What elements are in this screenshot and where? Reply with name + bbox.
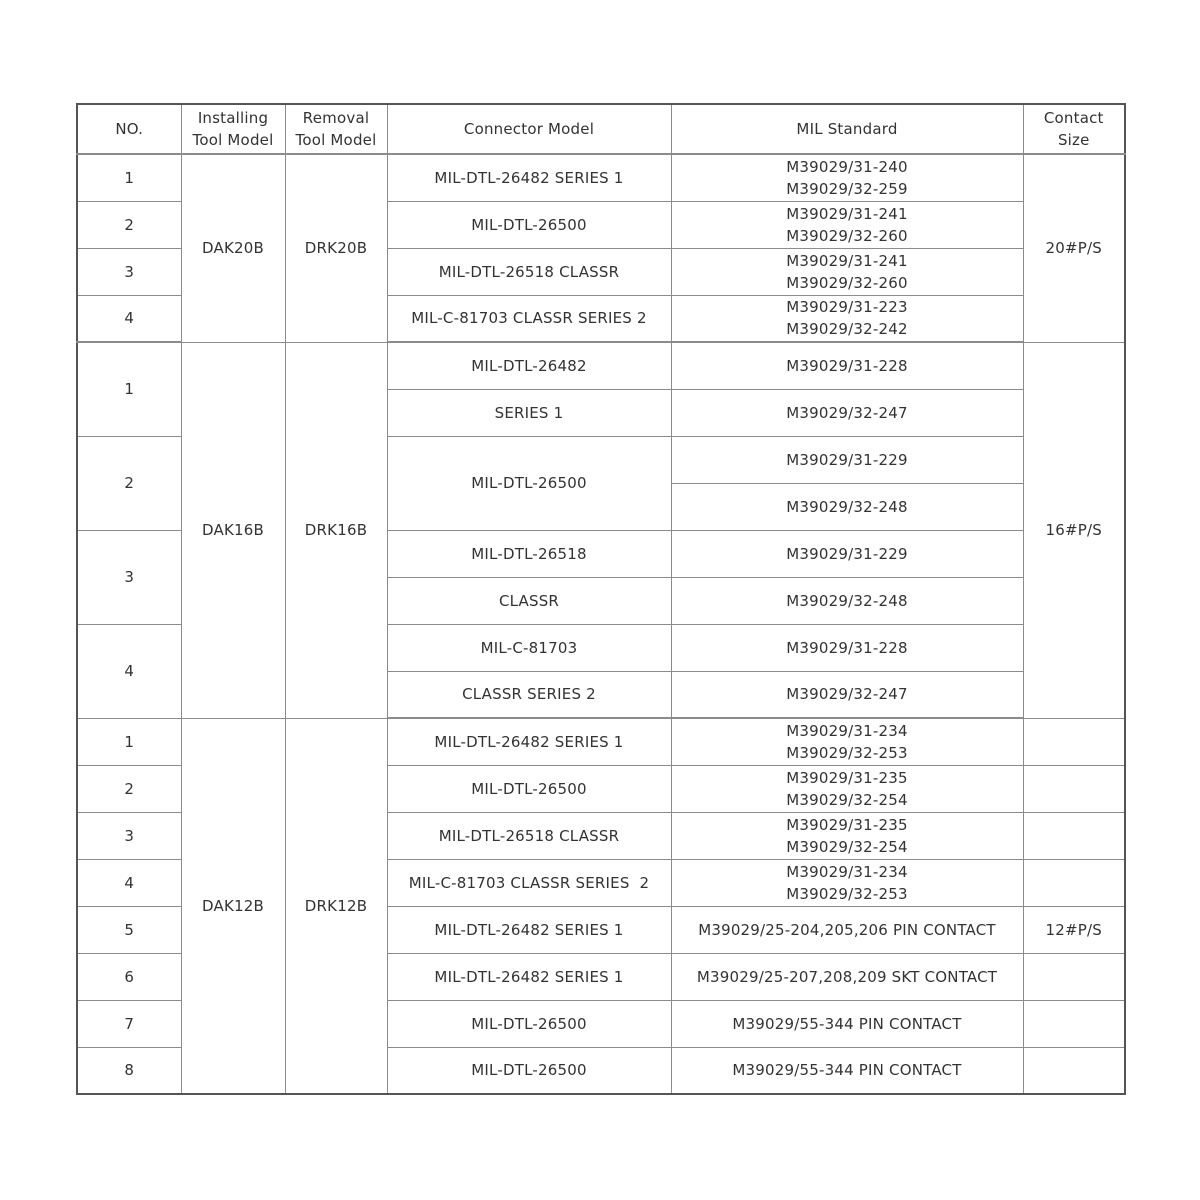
removal-tool-model: DRK16B <box>285 342 387 718</box>
mil-standard-line: M39029/32-242 <box>786 320 908 339</box>
connector-model: CLASSR SERIES 2 <box>387 671 671 718</box>
row-number: 4 <box>77 295 181 342</box>
mil-standard <box>671 812 1023 859</box>
connector-model: MIL-DTL-26482 SERIES 1 <box>387 718 671 765</box>
mil-standard-line: M39029/31-240 <box>786 157 908 176</box>
connector-model: MIL-DTL-26500 <box>387 201 671 248</box>
connector-model: MIL-DTL-26500 <box>387 1000 671 1047</box>
header-contact-line: Size <box>1057 131 1090 149</box>
header-installing-line: Tool Model <box>192 131 274 149</box>
row-number: 1 <box>77 718 181 765</box>
connector-model: SERIES 1 <box>387 389 671 436</box>
contact-size-empty <box>1023 1047 1125 1094</box>
mil-standard-line: M39029/31-235 <box>786 815 908 834</box>
contact-size-empty <box>1023 953 1125 1000</box>
mil-standard <box>671 765 1023 812</box>
mil-standard: M39029/55-344 PIN CONTACT <box>671 1000 1023 1047</box>
mil-standard <box>671 718 1023 765</box>
connector-model: MIL-DTL-26500 <box>387 1047 671 1094</box>
row-number: 6 <box>77 953 181 1000</box>
mil-standard-line: M39029/32-260 <box>786 273 908 292</box>
mil-standard <box>671 154 1023 201</box>
mil-standard-line: M39029/32-253 <box>786 884 908 903</box>
header-contact-size <box>1023 104 1125 154</box>
mil-standard: M39029/25-207,208,209 SKT CONTACT <box>671 953 1023 1000</box>
row-number: 2 <box>77 201 181 248</box>
header-connector-model: Connector Model <box>387 104 671 154</box>
connector-model: MIL-DTL-26482 <box>387 342 671 389</box>
header-removal-line: Tool Model <box>295 131 377 149</box>
connector-model: MIL-C-81703 <box>387 624 671 671</box>
row-number: 1 <box>77 154 181 201</box>
connector-model: MIL-C-81703 CLASSR SERIES 2 <box>387 295 671 342</box>
contact-size: 20#P/S <box>1023 154 1125 342</box>
row-number: 3 <box>77 530 181 624</box>
installing-tool-model: DAK16B <box>181 342 285 718</box>
mil-standard <box>671 295 1023 342</box>
mil-standard <box>671 859 1023 906</box>
tool-compatibility-table <box>76 103 1126 1095</box>
connector-model: MIL-DTL-26500 <box>387 436 671 530</box>
header-removal-tool <box>285 104 387 154</box>
header-installing-tool <box>181 104 285 154</box>
contact-size-empty <box>1023 1000 1125 1047</box>
table-row <box>77 154 1125 201</box>
row-number: 2 <box>77 765 181 812</box>
table-row <box>77 718 1125 765</box>
mil-standard: M39029/31-228 <box>671 624 1023 671</box>
contact-size-empty <box>1023 718 1125 765</box>
header-mil-standard: MIL Standard <box>671 104 1023 154</box>
mil-standard-line: M39029/31-234 <box>786 862 908 881</box>
row-number: 8 <box>77 1047 181 1094</box>
header-installing-line: Installing <box>197 109 269 127</box>
mil-standard: M39029/32-247 <box>671 389 1023 436</box>
connector-model: MIL-DTL-26482 SERIES 1 <box>387 953 671 1000</box>
connector-model: MIL-C-81703 CLASSR SERIES 2 <box>387 859 671 906</box>
table-row <box>77 342 1125 389</box>
contact-size-empty <box>1023 859 1125 906</box>
mil-standard <box>671 248 1023 295</box>
mil-standard-line: M39029/32-259 <box>786 179 908 198</box>
mil-standard: M39029/31-229 <box>671 436 1023 483</box>
row-number: 3 <box>77 248 181 295</box>
mil-standard-line: M39029/32-254 <box>786 790 908 809</box>
mil-standard: M39029/32-248 <box>671 483 1023 530</box>
header-removal-line: Removal <box>302 109 370 127</box>
connector-model: MIL-DTL-26482 SERIES 1 <box>387 154 671 201</box>
mil-standard-line: M39029/31-241 <box>786 251 908 270</box>
connector-model: MIL-DTL-26518 CLASSR <box>387 248 671 295</box>
mil-standard-line: M39029/31-223 <box>786 298 908 317</box>
row-number: 7 <box>77 1000 181 1047</box>
connector-model: MIL-DTL-26518 <box>387 530 671 577</box>
mil-standard: M39029/25-204,205,206 PIN CONTACT <box>671 906 1023 953</box>
mil-standard: M39029/32-248 <box>671 577 1023 624</box>
row-number: 3 <box>77 812 181 859</box>
removal-tool-model: DRK20B <box>285 154 387 342</box>
mil-standard: M39029/55-344 PIN CONTACT <box>671 1047 1023 1094</box>
contact-size-empty <box>1023 765 1125 812</box>
contact-size: 12#P/S <box>1023 906 1125 953</box>
row-number: 1 <box>77 342 181 436</box>
mil-standard-line: M39029/32-254 <box>786 837 908 856</box>
row-number: 5 <box>77 906 181 953</box>
installing-tool-model: DAK12B <box>181 718 285 1094</box>
row-number: 4 <box>77 624 181 718</box>
connector-model: MIL-DTL-26500 <box>387 765 671 812</box>
mil-standard-line: M39029/31-234 <box>786 721 908 740</box>
connector-model: MIL-DTL-26482 SERIES 1 <box>387 906 671 953</box>
mil-standard-line: M39029/32-253 <box>786 743 908 762</box>
mil-standard-line: M39029/32-260 <box>786 226 908 245</box>
installing-tool-model: DAK20B <box>181 154 285 342</box>
mil-standard-line: M39029/31-241 <box>786 204 908 223</box>
removal-tool-model: DRK12B <box>285 718 387 1094</box>
row-number: 2 <box>77 436 181 530</box>
mil-standard: M39029/31-229 <box>671 530 1023 577</box>
header-no: NO. <box>77 104 181 154</box>
connector-model: MIL-DTL-26518 CLASSR <box>387 812 671 859</box>
mil-standard-line: M39029/31-235 <box>786 768 908 787</box>
header-row <box>77 104 1125 154</box>
mil-standard <box>671 201 1023 248</box>
connector-model: CLASSR <box>387 577 671 624</box>
mil-standard: M39029/32-247 <box>671 671 1023 718</box>
contact-size-empty <box>1023 812 1125 859</box>
row-number: 4 <box>77 859 181 906</box>
contact-size: 16#P/S <box>1023 342 1125 718</box>
header-contact-line: Contact <box>1043 109 1104 127</box>
mil-standard: M39029/31-228 <box>671 342 1023 389</box>
